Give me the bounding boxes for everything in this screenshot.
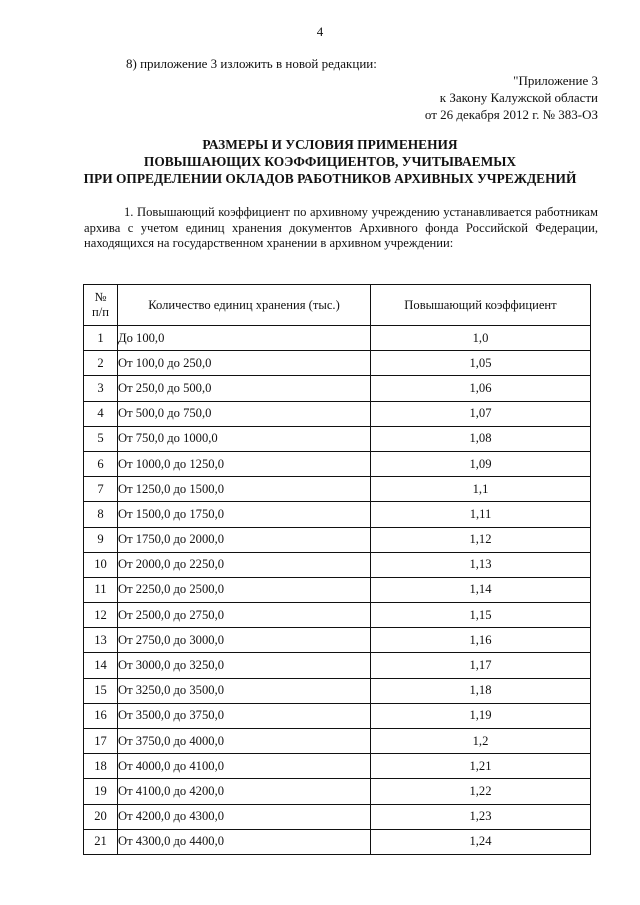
coefficient-cell: 1,1 bbox=[371, 477, 591, 502]
table-row bbox=[84, 527, 591, 552]
coefficient-cell: 1,22 bbox=[371, 779, 591, 804]
table-row bbox=[84, 577, 591, 602]
page-number: 4 bbox=[316, 24, 324, 39]
coefficient-cell: 1,08 bbox=[371, 426, 591, 451]
storage-range-cell: От 4100,0 до 4200,0 bbox=[118, 779, 371, 804]
coefficient-cell: 1,06 bbox=[371, 376, 591, 401]
storage-range-cell: От 2250,0 до 2500,0 bbox=[118, 577, 371, 602]
storage-range-cell: До 100,0 bbox=[118, 326, 371, 351]
row-number-cell: 15 bbox=[84, 678, 118, 703]
row-number-cell: 16 bbox=[84, 703, 118, 728]
row-number-cell: 18 bbox=[84, 754, 118, 779]
row-number-cell: 21 bbox=[84, 829, 118, 854]
table-row bbox=[84, 729, 591, 754]
table-row bbox=[84, 779, 591, 804]
storage-range-cell: От 2500,0 до 2750,0 bbox=[118, 603, 371, 628]
row-number-cell: 11 bbox=[84, 577, 118, 602]
row-number-cell: 2 bbox=[84, 351, 118, 376]
coefficient-cell: 1,07 bbox=[371, 401, 591, 426]
table-row bbox=[84, 451, 591, 476]
table-row bbox=[84, 653, 591, 678]
header-number-line: № bbox=[94, 290, 107, 304]
coefficient-cell: 1,15 bbox=[371, 603, 591, 628]
appendix-ref-line: "Приложение 3 bbox=[513, 73, 598, 88]
appendix-ref-line: к Закону Калужской области bbox=[439, 90, 598, 105]
row-number-cell: 6 bbox=[84, 451, 118, 476]
coefficient-cell: 1,2 bbox=[371, 729, 591, 754]
coefficient-cell: 1,23 bbox=[371, 804, 591, 829]
coefficient-cell: 1,24 bbox=[371, 829, 591, 854]
row-number-cell: 9 bbox=[84, 527, 118, 552]
storage-range-cell: От 1750,0 до 2000,0 bbox=[118, 527, 371, 552]
storage-range-cell: От 1250,0 до 1500,0 bbox=[118, 477, 371, 502]
storage-range-cell: От 3750,0 до 4000,0 bbox=[118, 729, 371, 754]
storage-range-cell: От 1000,0 до 1250,0 bbox=[118, 451, 371, 476]
table-row bbox=[84, 703, 591, 728]
coefficient-cell: 1,19 bbox=[371, 703, 591, 728]
storage-range-cell: От 750,0 до 1000,0 bbox=[118, 426, 371, 451]
storage-range-cell: От 3000,0 до 3250,0 bbox=[118, 653, 371, 678]
header-storage-units: Количество единиц хранения (тыс.) bbox=[118, 285, 371, 326]
body-paragraph: 1. Повышающий коэффициент по архивному учреждению устанавливается работникам архива с учетом единиц хранения документов Архивного фонда Российской Федерации, находящихся на государственном хранении в архивном учреждении: bbox=[84, 205, 598, 250]
coefficient-cell: 1,16 bbox=[371, 628, 591, 653]
table-row bbox=[84, 829, 591, 854]
table-row bbox=[84, 477, 591, 502]
header-number bbox=[84, 285, 118, 326]
row-number-cell: 20 bbox=[84, 804, 118, 829]
appendix-reference bbox=[425, 72, 598, 123]
appendix-ref-line: от 26 декабря 2012 г. № 383-ОЗ bbox=[424, 107, 598, 122]
table-row bbox=[84, 603, 591, 628]
row-number-cell: 10 bbox=[84, 552, 118, 577]
table-row bbox=[84, 351, 591, 376]
storage-range-cell: От 4300,0 до 4400,0 bbox=[118, 829, 371, 854]
storage-range-cell: От 3250,0 до 3500,0 bbox=[118, 678, 371, 703]
storage-range-cell: От 4000,0 до 4100,0 bbox=[118, 754, 371, 779]
coefficient-cell: 1,05 bbox=[371, 351, 591, 376]
table-row bbox=[84, 326, 591, 351]
storage-range-cell: От 100,0 до 250,0 bbox=[118, 351, 371, 376]
row-number-cell: 17 bbox=[84, 729, 118, 754]
table-row bbox=[84, 552, 591, 577]
intro-line: 8) приложение 3 изложить в новой редакции: bbox=[126, 56, 377, 71]
table-row bbox=[84, 628, 591, 653]
table-row bbox=[84, 754, 591, 779]
table-header-row bbox=[84, 285, 591, 326]
header-coefficient: Повышающий коэффициент bbox=[371, 285, 591, 326]
title-line: РАЗМЕРЫ И УСЛОВИЯ ПРИМЕНЕНИЯ bbox=[202, 137, 458, 152]
storage-range-cell: От 3500,0 до 3750,0 bbox=[118, 703, 371, 728]
row-number-cell: 3 bbox=[84, 376, 118, 401]
storage-range-cell: От 1500,0 до 1750,0 bbox=[118, 502, 371, 527]
table-row bbox=[84, 401, 591, 426]
title-line: ПОВЫШАЮЩИХ КОЭФФИЦИЕНТОВ, УЧИТЫВАЕМЫХ bbox=[143, 154, 517, 169]
row-number-cell: 5 bbox=[84, 426, 118, 451]
storage-range-cell: От 4200,0 до 4300,0 bbox=[118, 804, 371, 829]
coefficient-table bbox=[83, 284, 591, 855]
coefficient-cell: 1,17 bbox=[371, 653, 591, 678]
coefficient-cell: 1,11 bbox=[371, 502, 591, 527]
storage-range-cell: От 2000,0 до 2250,0 bbox=[118, 552, 371, 577]
row-number-cell: 14 bbox=[84, 653, 118, 678]
table-row bbox=[84, 502, 591, 527]
storage-range-cell: От 500,0 до 750,0 bbox=[118, 401, 371, 426]
row-number-cell: 7 bbox=[84, 477, 118, 502]
storage-range-cell: От 2750,0 до 3000,0 bbox=[118, 628, 371, 653]
row-number-cell: 4 bbox=[84, 401, 118, 426]
coefficient-cell: 1,14 bbox=[371, 577, 591, 602]
coefficient-cell: 1,0 bbox=[371, 326, 591, 351]
coefficient-cell: 1,13 bbox=[371, 552, 591, 577]
row-number-cell: 19 bbox=[84, 779, 118, 804]
header-number-line: п/п bbox=[92, 305, 109, 319]
coefficient-cell: 1,12 bbox=[371, 527, 591, 552]
table-row bbox=[84, 376, 591, 401]
storage-range-cell: От 250,0 до 500,0 bbox=[118, 376, 371, 401]
table-body bbox=[84, 326, 591, 855]
row-number-cell: 1 bbox=[84, 326, 118, 351]
coefficient-cell: 1,09 bbox=[371, 451, 591, 476]
document-title bbox=[60, 136, 600, 187]
coefficient-cell: 1,21 bbox=[371, 754, 591, 779]
title-line: ПРИ ОПРЕДЕЛЕНИИ ОКЛАДОВ РАБОТНИКОВ АРХИВНЫХ УЧРЕЖДЕНИЙ bbox=[83, 171, 577, 186]
coefficient-cell: 1,18 bbox=[371, 678, 591, 703]
table-row bbox=[84, 678, 591, 703]
table-row bbox=[84, 426, 591, 451]
row-number-cell: 8 bbox=[84, 502, 118, 527]
row-number-cell: 13 bbox=[84, 628, 118, 653]
row-number-cell: 12 bbox=[84, 603, 118, 628]
table-row bbox=[84, 804, 591, 829]
